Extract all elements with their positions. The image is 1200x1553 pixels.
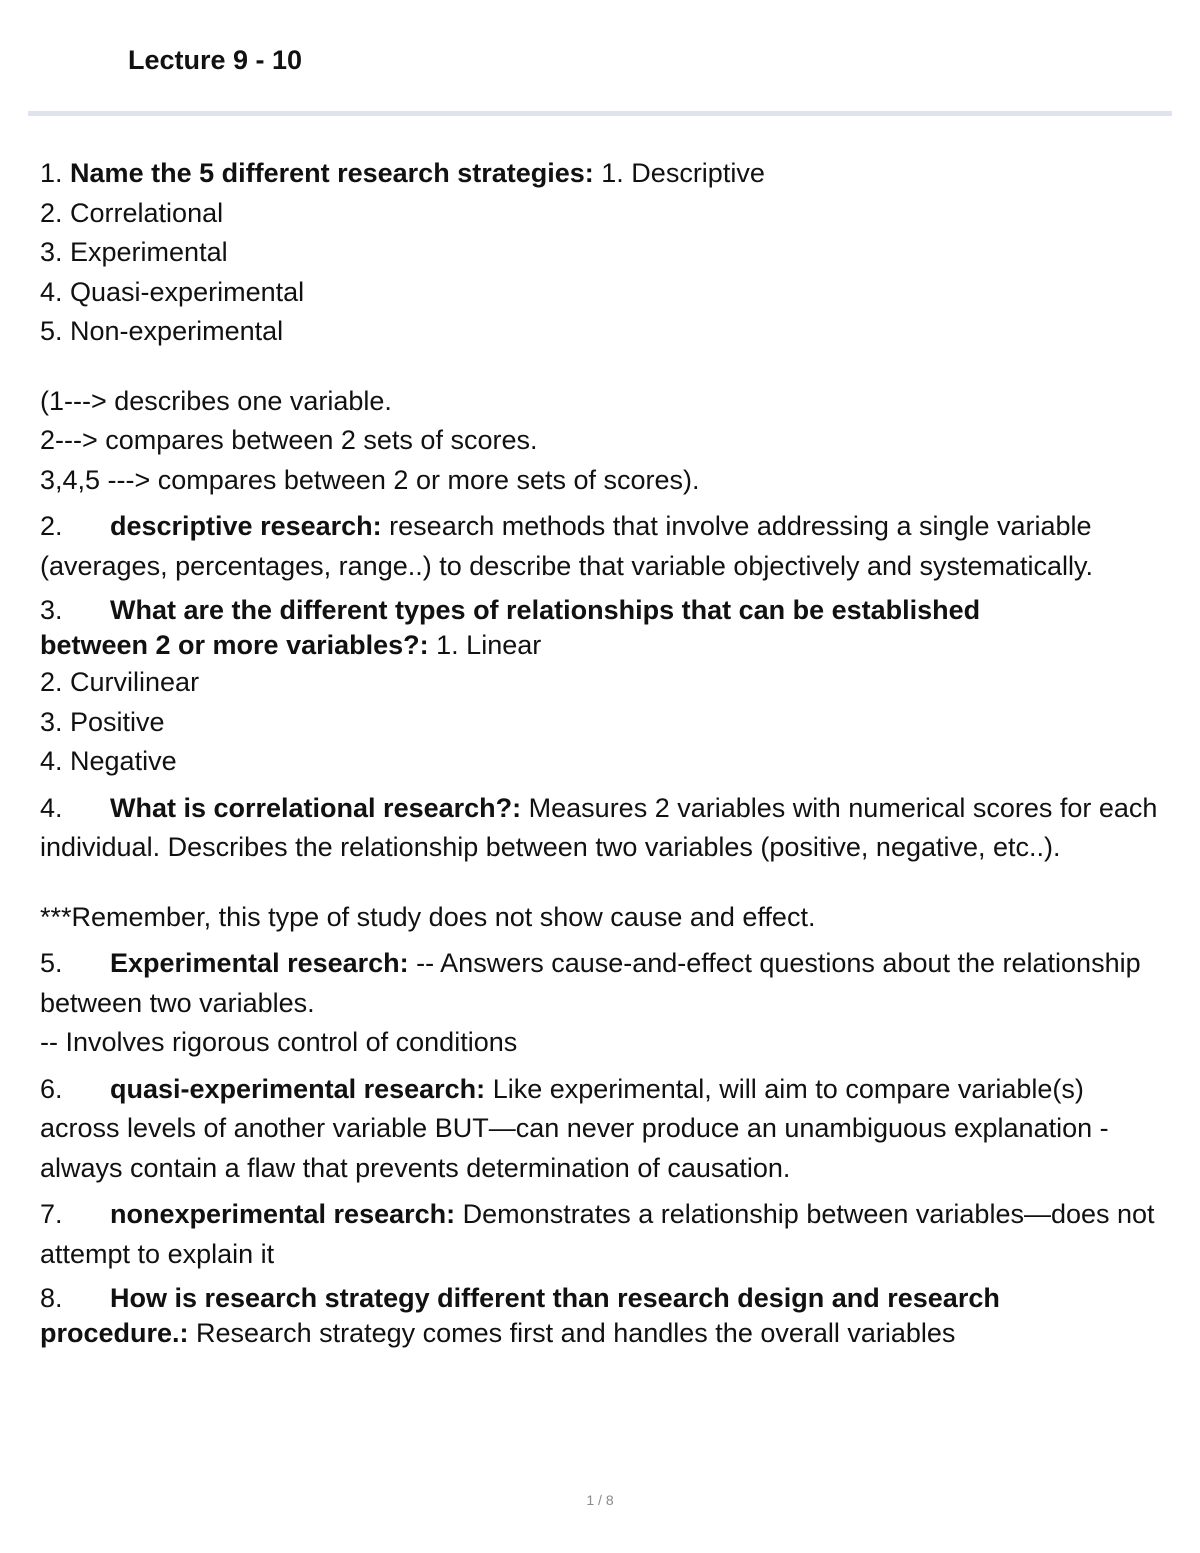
answer-text: Measures 2 variables with numerical scores for each individual. Describes the relationship between two variables (positive, negative, etc..). [40,792,1158,862]
qa-item-4 [40,789,1165,938]
qa-item-7 [40,1195,1165,1274]
answer-text: Like experimental, will aim to compare variable(s) across levels of another variable BUT—can never produce an unambiguous explanation - always contain a flaw that prevents determination of causation. [40,1073,1109,1183]
qa-item-8 [40,1281,1165,1351]
question-text: nonexperimental research: [110,1199,456,1229]
page-number: 1 / 8 [586,1492,614,1508]
item-number: 3. [40,595,63,625]
list-item: 4. Negative [40,746,177,776]
qa-item-5-text [40,944,1165,1023]
qa-item-8-question [40,1281,1165,1316]
list-item: 4. Quasi-experimental [40,276,305,307]
qa-item-1-first-line [40,154,1165,194]
qa-item-3-question [40,593,1165,628]
note-line: (1---> describes one variable. [40,385,392,416]
item-number: 5. [40,948,63,978]
question-text: Experimental research: [110,948,409,978]
answer-text: 1. Linear [436,630,542,660]
question-text: What is correlational research?: [110,792,522,823]
question-text: Name the 5 different research strategies: [70,158,594,188]
spacer [40,352,1165,382]
document-header: Lecture 9 - 10 [128,45,303,75]
note-line: ***Remember, this type of study does not show cause and effect. [40,901,816,932]
qa-item-7-text [40,1195,1165,1274]
spacer [40,868,1165,898]
note-line: 2---> compares between 2 sets of scores. [40,425,538,455]
answer-text: 1. Descriptive [601,158,765,188]
question-text: quasi-experimental research: [110,1073,486,1104]
list-item: 2. Correlational [40,197,224,228]
qa-item-3-question-cont [40,628,1165,663]
qa-item-4-text [40,789,1165,868]
qa-item-3 [40,593,1165,782]
answer-text: Research strategy comes first and handles the overall variables [196,1318,956,1348]
item-number: 8. [40,1283,63,1313]
qa-item-6 [40,1070,1165,1189]
question-text: What are the different types of relationships that can be established [110,595,981,625]
qa-item-6-text [40,1070,1165,1189]
question-text: between 2 or more variables?: [40,630,429,660]
list-item: 5. Non-experimental [40,316,284,346]
list-item: 3. Experimental [40,237,228,267]
answer-text: Demonstrates a relationship between variables—does not attempt to explain it [40,1199,1155,1269]
item-number: 4. [40,792,63,823]
answer-text: -- Answers cause-and-effect questions about the relationship between two variables. [40,948,1141,1018]
item-number: 7. [40,1199,63,1229]
answer-text: research methods that involve addressing a single variable (averages, percentages, range..) to describe that variable objectively and systematically. [40,511,1094,581]
note-line: 3,4,5 ---> compares between 2 or more sets of scores). [40,464,700,495]
qa-item-2 [40,507,1165,586]
answer-line: -- Involves rigorous control of conditions [40,1027,518,1057]
item-number: 6. [40,1073,63,1104]
question-text: descriptive research: [110,511,382,541]
list-item: 3. Positive [40,706,165,737]
qa-item-8-question-cont [40,1316,1165,1351]
question-text: How is research strategy different than research design and research [110,1283,1000,1313]
qa-item-2-text [40,507,1165,586]
item-number: 2. [40,511,63,541]
document-body [40,154,1165,1351]
qa-item-5 [40,944,1165,1063]
header-divider [28,111,1172,116]
qa-item-1 [40,154,1165,500]
item-number: 1. [40,158,63,188]
list-item: 2. Curvilinear [40,667,200,697]
question-text: procedure.: [40,1318,189,1348]
